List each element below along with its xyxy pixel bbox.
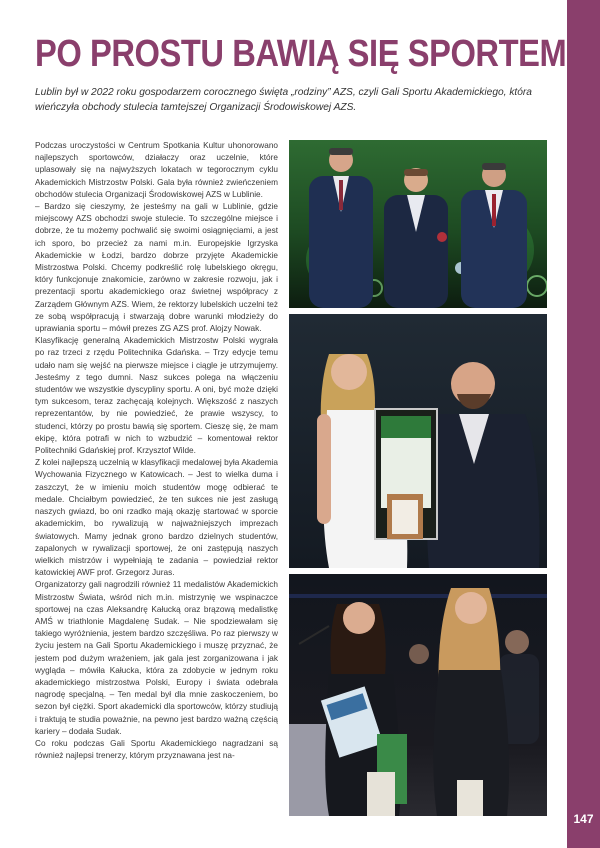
photo-award-athletes — [289, 574, 547, 816]
body-paragraph: Klasyfikację generalną Akademickich Mistrzostw Polski wygrała po raz trzeci z rzędu Politechnika Gdańska. – Trzy edycje temu udało nam się wejść na pierwsze miejsce i ciągle je utrzymujemy. Jesteśmy z tego dumni. Nasz sukces polega na włączeniu studentów we wszystkie dyscypliny sportu. A oni, być może dzięki tym sukcesom, teraz zachęcają kolejnych. Większość z naszych reprezentantów, by nie powiedzieć, że prawie wszyscy, to studenci, którzy po prostu bawią się sportem. Cieszę się, że mam ekipę, która potrafi w nich to wzbudzić – komentował rektor Politechniki Gdańskiej prof. Krzysztof Wilde. — [35, 336, 278, 456]
photo-award-diploma — [289, 314, 547, 568]
page-edge-band — [567, 0, 600, 848]
article-lead: Lublin był w 2022 roku gospodarzem corocznego święta „rodziny” AZS, czyli Gali Sportu Akademickiego, która wieńczyła obchody stulecia tamtejszej Organizacji Środowiskowej AZS. — [35, 87, 532, 113]
page-number: 147 — [573, 812, 594, 826]
article-title: PO PROSTU BAWIĄ SIĘ SPORTEM — [35, 33, 567, 75]
body-paragraph: Z kolei najlepszą uczelnią w klasyfikacji medalowej była Akademia Wychowania Fizycznego w Katowicach. – Jest to wielka duma i zaszczyt, że w imieniu moich studentów mogę odbierać te medale. Chciałbym powiedzieć, że ten sukces nie jest zasługą naszych gwiazd, bo oni rzadko mają okazję startować w sporcie akademickim, bo rywalizują w najważniejszych imprezach światowych. Mamy jednak grono bardzo dzielnych studentów, zapalonych w rywalizacji sportowej, że oni zastępują naszych wielkich mistrzów i wypełniają te zadania – powiedział rektor katowickiej AWF prof. Grzegorz Juras. — [35, 458, 278, 578]
body-paragraph: Podczas uroczystości w Centrum Spotkania Kultur uhonorowano najlepszych sportowców, działaczy oraz uczelnie, które uplasowały się na najwyższych lokatach w tegorocznym cyklu Akademickich Mistrzostw Polski. Gala była również zwieńczeniem obchodów stulecia Organizacji Środowiskowej AZS w Lublinie. — [35, 141, 278, 199]
body-paragraph: Organizatorzy gali nagrodzili również 11 medalistów Akademickich Mistrzostw Świata, wśród nich m.in. mistrzynię we wspinaczce sportowej na czas Aleksandrę Kałucką oraz brązową medalistkę AMŚ w triathlonie Magdalenę Sudak. – Nie spodziewałam się takiego wyróżnienia, jestem bardzo szczęśliwa. Po raz pierwszy w życiu jestem na Gali Sportu Akademickiego i muszę przyznać, że jestem pod dużym wrażeniem, jak gala jest zorganizowana i jak wygląda – mówiła Kałucka, która za zdobycie w jednym roku akademickiego mistrzostwa Polski, Europy i świata odebrała nagrodę specjalną. – Ten medal był dla mnie zaskoczeniem, bo sezon był ciężki. Sport akademicki dla sportowców, którzy studiują i traktują te studia poważnie, na pewno jest bardzo ważną częścią kariery – dodała Sudak. — [35, 580, 278, 736]
body-paragraph: Co roku podczas Gali Sportu Akademickiego nagradzani są również najlepsi trenerzy, którym przyznawana jest na- — [35, 738, 278, 761]
article-body — [35, 140, 278, 820]
photo-award-men-on-stage — [289, 140, 547, 308]
body-paragraph: – Bardzo się cieszymy, że jesteśmy na gali w Lublinie, gdzie miejscowy AZS obchodzi swoje stulecie. To szczególne miejsce i dobrze, że tu możemy pochwalić się swoimi osiągnięciami, a jest ich sporo, bo przecież za nami m.in. Europejskie Igrzyska Akademickie w Łodzi, bardzo dobrze przyjęte Akademickie Mistrzostwa Polski. Chcemy podkreślić rolę lubelskiego okręgu, który funkcjonuje znakomicie, zarówno w zakresie rozwoju, jak i prezentacji sportu akademickiego oraz świetnej współpracy z Zarządem Głównym AZS. Wiem, że rektorzy lubelskich uczelni też ze sobą współpracują i stwarzają dobre warunki młodzieży do uprawiania sportu – mówił prezes ZG AZS prof. Alojzy Nowak. — [35, 202, 278, 334]
